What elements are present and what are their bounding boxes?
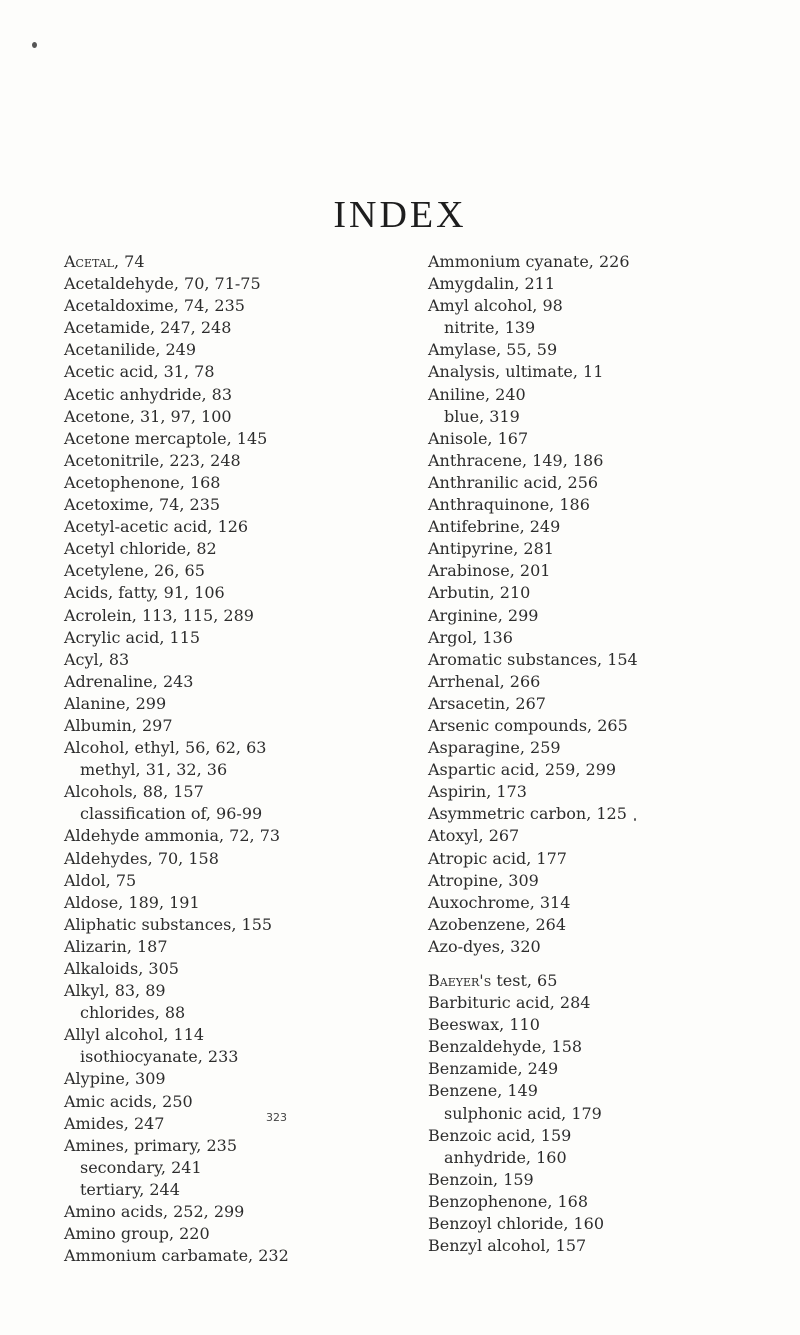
index-entry: Aldehyde ammonia, 72, 73 [64, 826, 281, 846]
index-entry: Albumin, 297 [64, 715, 173, 735]
index-column-left [64, 251, 394, 1267]
index-subentry: blue, 319 [444, 406, 520, 426]
index-entry: Ammonium cyanate, 226 [428, 252, 630, 271]
index-entry: Acetonitrile, 223, 248 [64, 450, 241, 470]
index-entry: Amygdalin, 211 [428, 274, 556, 294]
index-entry: Anthraquinone, 186 [428, 495, 590, 515]
index-entry: Anthranilic acid, 256 [428, 472, 599, 492]
index-subentry: chlorides, 88 [80, 1003, 186, 1023]
index-entry: Arabinose, 201 [428, 561, 551, 581]
index-entry: Acetone, 31, 97, 100 [64, 406, 232, 426]
index-entry: Benzophenone, 168 [428, 1191, 589, 1211]
index-entry: Amic acids, 250 [64, 1091, 193, 1111]
index-subentry: sulphonic acid, 179 [444, 1103, 602, 1123]
index-entry: Atropic acid, 177 [428, 848, 567, 868]
index-entry: Benzaldehyde, 158 [428, 1037, 583, 1057]
index-entry: Aliphatic substances, 155 [64, 914, 273, 934]
index-entry: Amyl alcohol, 98 [428, 296, 563, 316]
index-entry: Aspartic acid, 259, 299 [428, 760, 617, 780]
index-entry: Azobenzene, 264 [428, 914, 567, 934]
index-entry: Acetaldehyde, 70, 71-75 [64, 274, 261, 294]
index-entry: Arbutin, 210 [428, 583, 531, 603]
index-entry: Asparagine, 259 [428, 738, 561, 758]
index-entry: Acrylic acid, 115 [64, 627, 201, 647]
index-entry: Benzoic acid, 159 [428, 1125, 572, 1145]
index-subentry: isothiocyanate, 233 [80, 1047, 239, 1067]
index-entry: Alkyl, 83, 89 [64, 981, 166, 1001]
index-entry: Benzamide, 249 [428, 1059, 559, 1079]
index-entry: Acetylene, 26, 65 [64, 561, 205, 581]
index-entry: Beeswax, 110 [428, 1015, 540, 1035]
index-entry: Alcohol, ethyl, 56, 62, 63 [64, 738, 267, 758]
index-entry: Acids, fatty, 91, 106 [64, 583, 225, 603]
index-entry: Acetyl-acetic acid, 126 [64, 517, 249, 537]
index-entry: Amylase, 55, 59 [428, 340, 558, 360]
small-caps-lead: Acetal [64, 252, 114, 271]
index-subentry: tertiary, 244 [80, 1179, 180, 1199]
index-entry: Aldol, 75 [64, 870, 137, 890]
index-subentry: anhydride, 160 [444, 1147, 567, 1167]
index-entry: Acetyl chloride, 82 [64, 539, 217, 559]
index-entry: Benzoin, 159 [428, 1169, 534, 1189]
index-subentry: nitrite, 139 [444, 318, 536, 338]
index-entry: Acetoxime, 74, 235 [64, 495, 221, 515]
index-entry: Acyl, 83 [64, 649, 130, 669]
index-entry: Asymmetric carbon, 125 [428, 804, 627, 824]
index-entry: Auxochrome, 314 [428, 892, 571, 912]
index-entry: Acetic acid, 31, 78 [64, 362, 215, 382]
index-entry: Alizarin, 187 [64, 936, 168, 956]
index-entry: Antipyrine, 281 [428, 539, 554, 559]
page-number: 323 [266, 1111, 287, 1124]
index-entry: Acetic anhydride, 83 [64, 384, 233, 404]
index-entry: Acetal, 74 [64, 252, 145, 271]
index-entry: Acrolein, 113, 115, 289 [64, 605, 254, 625]
index-entry: Analysis, ultimate, 11 [428, 362, 604, 382]
index-entry: Azo-dyes, 320 [428, 936, 541, 956]
page-title: INDEX [333, 194, 467, 236]
index-entry: Benzyl alcohol, 157 [428, 1236, 587, 1256]
index-entry: Aldose, 189, 191 [64, 892, 200, 912]
print-speck [32, 42, 37, 48]
index-entry: Aniline, 240 [428, 384, 526, 404]
index-entry: Alanine, 299 [64, 693, 167, 713]
index-entry: Acetanilide, 249 [64, 340, 197, 360]
index-entry: Alypine, 309 [64, 1069, 166, 1089]
index-entry: Argol, 136 [428, 627, 513, 647]
index-entry: Alkaloids, 305 [64, 959, 179, 978]
index-subentry: secondary, 241 [80, 1157, 202, 1177]
index-entry: Acetophenone, 168 [64, 472, 221, 492]
index-entry: Aspirin, 173 [428, 782, 527, 802]
index-entry: Amino acids, 252, 299 [64, 1202, 245, 1222]
index-entry: Acetamide, 247, 248 [64, 318, 232, 338]
index-entry: Barbituric acid, 284 [428, 993, 591, 1013]
index-subentry: methyl, 31, 32, 36 [80, 760, 228, 780]
index-entry: Adrenaline, 243 [64, 671, 194, 691]
index-entry: Anthracene, 149, 186 [428, 450, 604, 470]
index-entry: Alcohols, 88, 157 [64, 782, 204, 802]
index-entry: Ammonium carbamate, 232 [64, 1246, 289, 1266]
index-entry: Amides, 247 [64, 1113, 165, 1133]
index-entry: Amino group, 220 [64, 1224, 210, 1244]
index-entry: Amines, primary, 235 [64, 1135, 237, 1155]
index-entry: Arginine, 299 [428, 605, 539, 625]
index-entry: Acetone mercaptole, 145 [64, 428, 268, 448]
index-column-right [428, 251, 768, 1257]
index-entry: Aldehydes, 70, 158 [64, 848, 219, 868]
small-caps-lead: Baeyer's [428, 971, 492, 990]
index-entry: Anisole, 167 [428, 428, 529, 448]
index-entry: Arrhenal, 266 [428, 671, 541, 691]
index-entry: Arsacetin, 267 [428, 693, 546, 713]
index-entry: Atropine, 309 [428, 870, 539, 890]
index-entry: Antifebrine, 249 [428, 517, 561, 537]
index-subentry: classification of, 96-99 [80, 804, 263, 824]
index-entry: Aromatic substances, 154 [428, 649, 638, 669]
index-entry: Arsenic compounds, 265 [428, 715, 628, 735]
index-entry: Benzene, 149 [428, 1081, 538, 1101]
index-entry: Benzoyl chloride, 160 [428, 1214, 605, 1234]
index-entry: Allyl alcohol, 114 [64, 1025, 205, 1045]
index-entry: Baeyer's test, 65 [428, 971, 558, 990]
index-entry: Atoxyl, 267 [428, 826, 520, 846]
index-entry: Acetaldoxime, 74, 235 [64, 296, 245, 316]
